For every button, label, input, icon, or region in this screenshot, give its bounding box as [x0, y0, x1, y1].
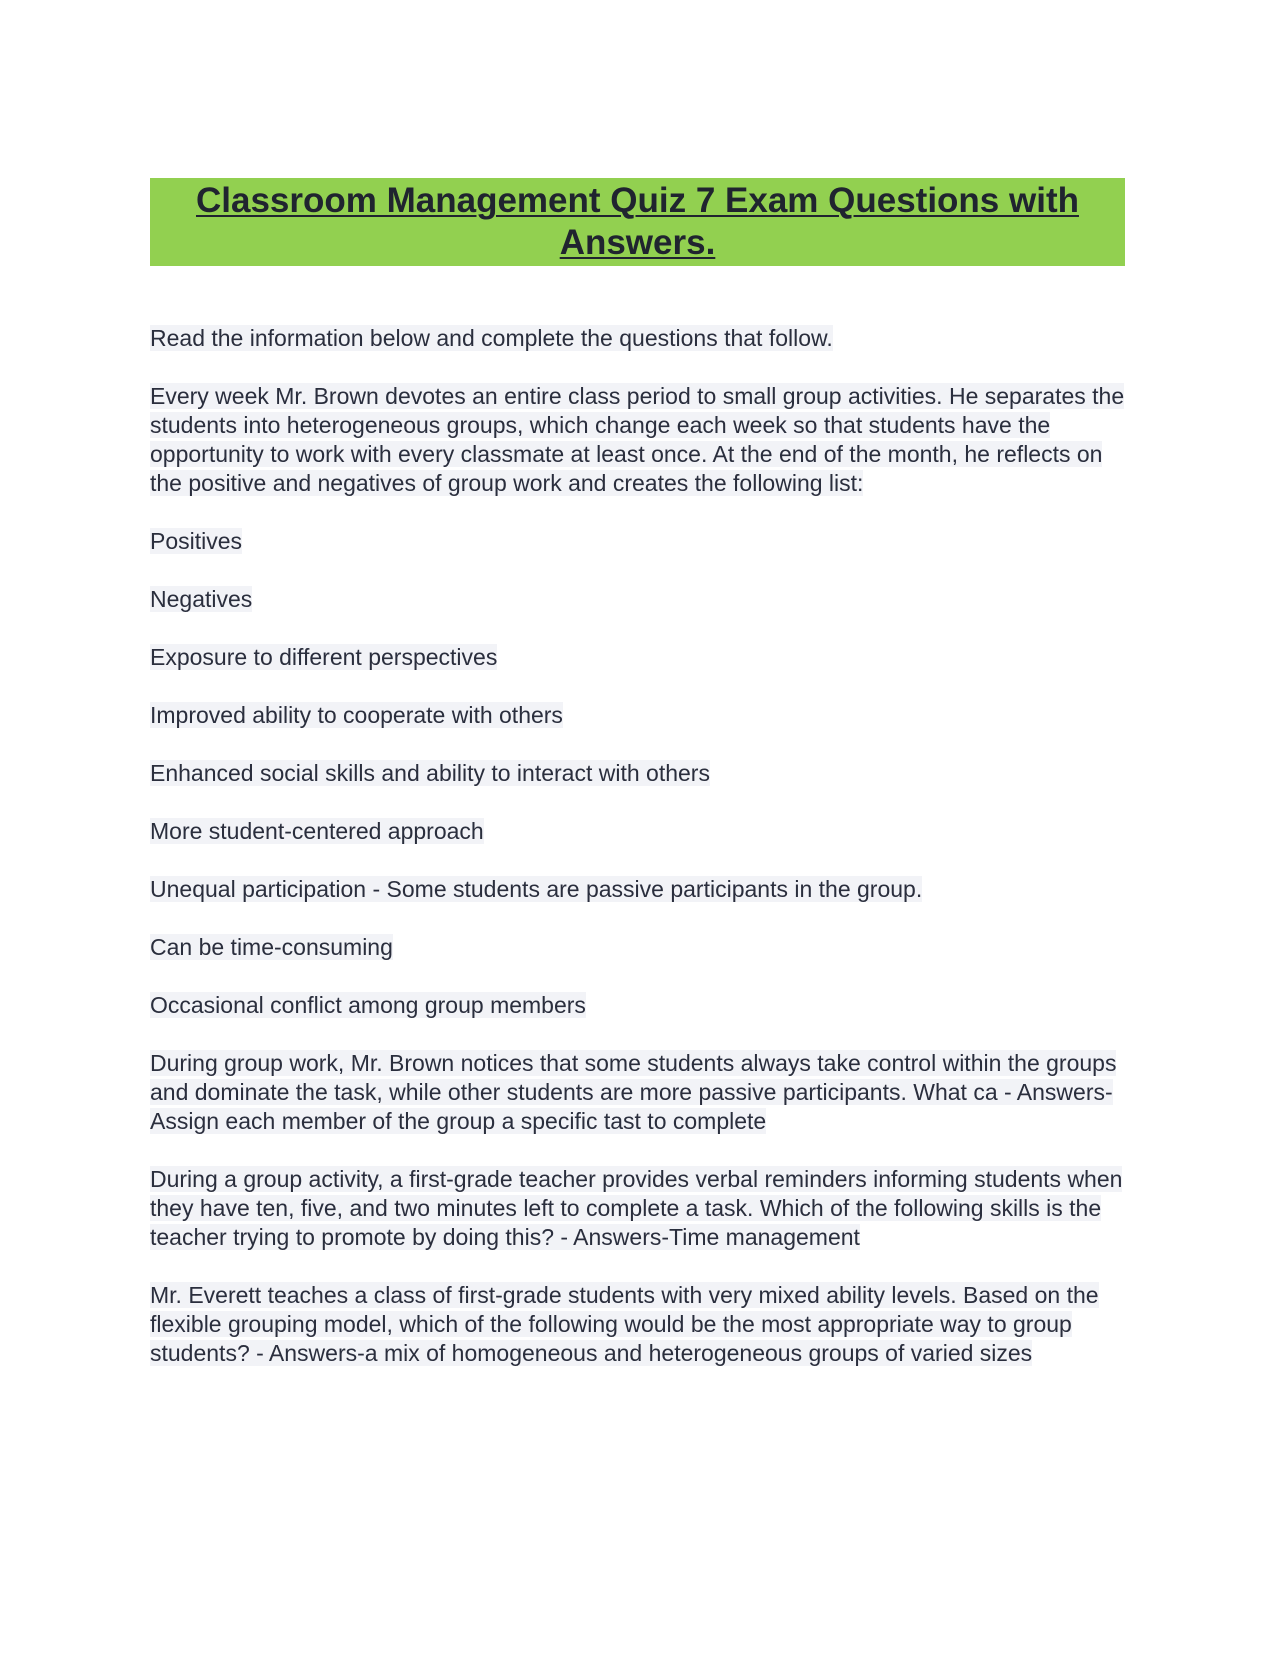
scenario-paragraph [150, 382, 1125, 498]
list-item [150, 701, 1125, 730]
list-heading-positives [150, 527, 1125, 556]
title-banner [150, 178, 1125, 266]
list-item [150, 759, 1125, 788]
paragraph-text: Exposure to different perspectives [150, 644, 498, 670]
question-answer [150, 1049, 1125, 1136]
intro-instruction [150, 324, 1125, 353]
paragraph-text: During group work, Mr. Brown notices that some students always take control within the groups and dominate the task, while other students are more passive participants. What ca - Answers-Assign each member of the group a specific tast to complete [150, 1050, 1117, 1134]
list-item [150, 991, 1125, 1020]
list-item [150, 933, 1125, 962]
paragraph-text: Occasional conflict among group members [150, 992, 586, 1018]
list-item [150, 643, 1125, 672]
document-title: Classroom Management Quiz 7 Exam Questions with Answers. [196, 181, 1079, 262]
list-item [150, 875, 1125, 904]
paragraph-text: Improved ability to cooperate with others [150, 702, 563, 728]
paragraph-text: More student-centered approach [150, 818, 484, 844]
question-answer [150, 1165, 1125, 1252]
paragraph-text: During a group activity, a first-grade teacher provides verbal reminders informing students when they have ten, five, and two minutes left to complete a task. Which of the following skills is the teacher trying to promote by doing this? - Answers-Time management [150, 1166, 1123, 1250]
document-page [150, 178, 1125, 1397]
question-answer [150, 1281, 1125, 1368]
paragraph-text: Enhanced social skills and ability to interact with others [150, 760, 710, 786]
paragraph-text: Positives [150, 528, 243, 554]
paragraph-text: Negatives [150, 586, 253, 612]
paragraph-text: Read the information below and complete the questions that follow. [150, 325, 833, 351]
paragraph-text: Every week Mr. Brown devotes an entire class period to small group activities. He separates the students into heterogeneous groups, which change each week so that students have the opportunity to work with every classmate at least once. At the end of the month, he reflects on the positive and negatives of group work and creates the following list: [150, 383, 1125, 496]
paragraph-text: Mr. Everett teaches a class of first-grade students with very mixed ability levels. Based on the flexible grouping model, which of the following would be the most appropriate way to group students? - Answers-a mix of homogeneous and heterogeneous groups of varied sizes [150, 1282, 1099, 1366]
list-item [150, 817, 1125, 846]
paragraph-text: Unequal participation - Some students are passive participants in the group. [150, 876, 923, 902]
list-heading-negatives [150, 585, 1125, 614]
paragraph-text: Can be time-consuming [150, 934, 393, 960]
